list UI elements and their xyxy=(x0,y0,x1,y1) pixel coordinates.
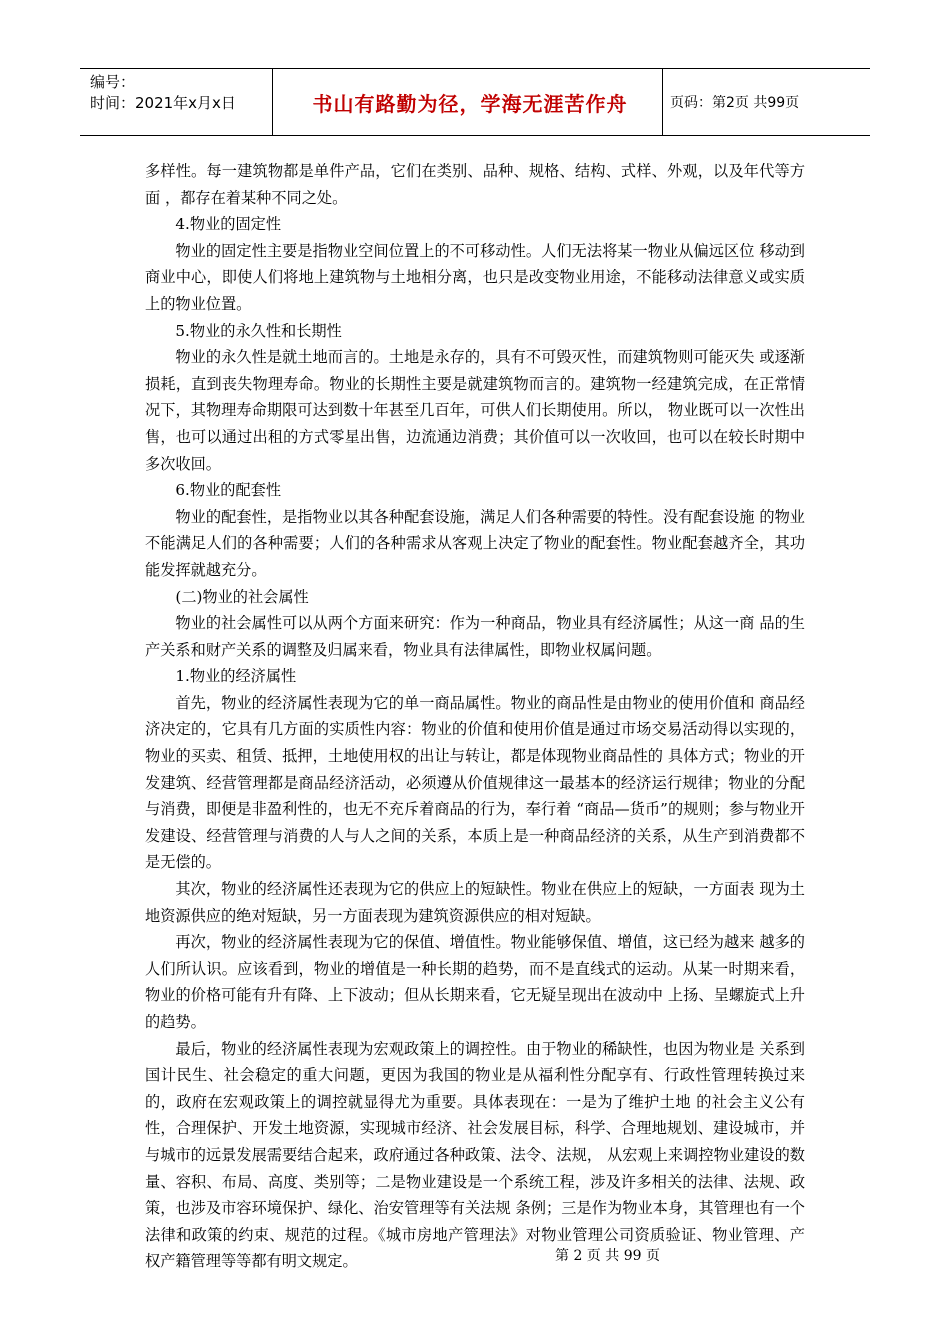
paragraph: 物业的社会属性可以从两个方面来研究：作为一种商品，物业具有经济属性；从这一商 品的生产关系和财产关系的调整及归属来看，物业具有法律属性，即物业权属问题。 xyxy=(145,614,805,659)
paragraph: 物业的配套性，是指物业以其各种配套设施，满足人们各种需要的特性。没有配套设施 的物业不能满足人们的各种需要；人们的各种需求从客观上决定了物业的配套性。物业配套越齐全，其功能发挥就越充分。 xyxy=(145,507,805,579)
paragraph: 再次，物业的经济属性表现为它的保值、增值性。物业能够保值、增值，这已经为越来 越多的人们所认识。应该看到，物业的增值是一种长期的趋势，而不是直线式的运动。从某一时期来看，物业的价格可能有升有降、上下波动；但从长期来看，它无疑呈现出在波动中 上扬、呈螺旋式上升的趋势。 xyxy=(145,933,805,1031)
paragraph: 1.物业的经济属性 xyxy=(175,667,297,686)
paragraph: 6.物业的配套性 xyxy=(175,481,282,500)
paragraph: 首先，物业的经济属性表现为它的单一商品属性。物业的商品性是由物业的使用价值和 商品经济决定的，它具有几方面的实质性内容：物业的价值和使用价值是通过市场交易活动得以实现的，物业的买卖、租赁、抵押，土地使用权的出让与转让，都是体现物业商品性的 具体方式；物业的开发建筑、经营管理都是商品经济活动，必须遵从价值规律这一最基本的经济运行规律；物业的分配与消费，即便是非盈利性的，也无不充斥着商品的行为，奉行着 “商品—货币”的规则；参与物业开发建设、经营管理与消费的人与人之间的关系，本质上是一种商品经济的关系，从生产到消费都不是无偿的。 xyxy=(145,693,805,872)
paragraph: (二)物业的社会属性 xyxy=(175,587,309,606)
page-footer: 第 2 页 共 99 页 xyxy=(555,1248,660,1264)
header-divider-right xyxy=(662,68,663,136)
paragraph: 5.物业的永久性和长期性 xyxy=(175,321,342,340)
paragraph: 物业的永久性是就土地而言的。土地是永存的，具有不可毁灭性，而建筑物则可能灭失 或逐渐损耗，直到丧失物理寿命。物业的长期性主要是就建筑物而言的。建筑物一经建筑完成，在正常情况下，其物理寿命期限可达到数十年甚至几百年，可供人们长期使用。所以， 物业既可以一次性出售，也可以通过出租的方式零星出售，边流通边消费；其价值可以一次收回，也可以在较长时期中多次收回。 xyxy=(145,348,805,473)
document-date: 时间：2021年x月x日 xyxy=(90,94,236,112)
paragraph: 最后，物业的经济属性表现为宏观政策上的调控性。由于物业的稀缺性，也因为物业是 关系到国计民生、社会稳定的重大问题，更因为我国的物业是从福利性分配享有、行政性管理转换过来的，政府在宏观政策上的调控就显得尤为重要。具体表现在：一是为了维护土地 的社会主义公有性，合理保护、开发土地资源，实现城市经济、社会发展目标，科学、合理地规划、建设城市，并与城市的远景发展需要结合起来，政府通过各种政策、法令、法规， 从宏观上来调控物业建设的数量、容积、布局、高度、类别等；二是物业建设是一个系统工程，涉及许多相关的法律、法规、政策，也涉及市容环境保护、绿化、治安管理等有关法规 条例；三是作为物业本身，其管理也有一个法律和政策的约束、规范的过程。《城市房地产管理法》对物业管理公司资质验证、物业管理、产权产籍管理等等都有明文规定。 xyxy=(145,1039,805,1271)
header-page-number: 页码：第2页 共99页 xyxy=(670,95,800,111)
page-header xyxy=(80,68,870,136)
header-info xyxy=(90,72,270,114)
header-motto: 书山有路勤为径，学海无涯苦作舟 xyxy=(312,91,628,116)
paragraph: 多样性。每一建筑物都是单件产品，它们在类别、品种、规格、结构、式样、外观，以及年代等方面 ，都存在着某种不同之处。 xyxy=(145,162,805,207)
document-number-label: 编号： xyxy=(90,73,136,91)
paragraph: 其次，物业的经济属性还表现为它的供应上的短缺性。物业在供应上的短缺，一方面表 现为土地资源供应的绝对短缺，另一方面表现为建筑资源供应的相对短缺。 xyxy=(145,880,805,925)
header-divider-left xyxy=(272,68,273,136)
paragraph: 物业的固定性主要是指物业空间位置上的不可移动性。人们无法将某一物业从偏远区位 移动到商业中心，即使人们将地上建筑物与土地相分离，也只是改变物业用途，不能移动法律意义或实质上的物业位置。 xyxy=(145,241,805,313)
paragraph: 4.物业的固定性 xyxy=(175,215,282,234)
document-body xyxy=(145,158,805,1275)
